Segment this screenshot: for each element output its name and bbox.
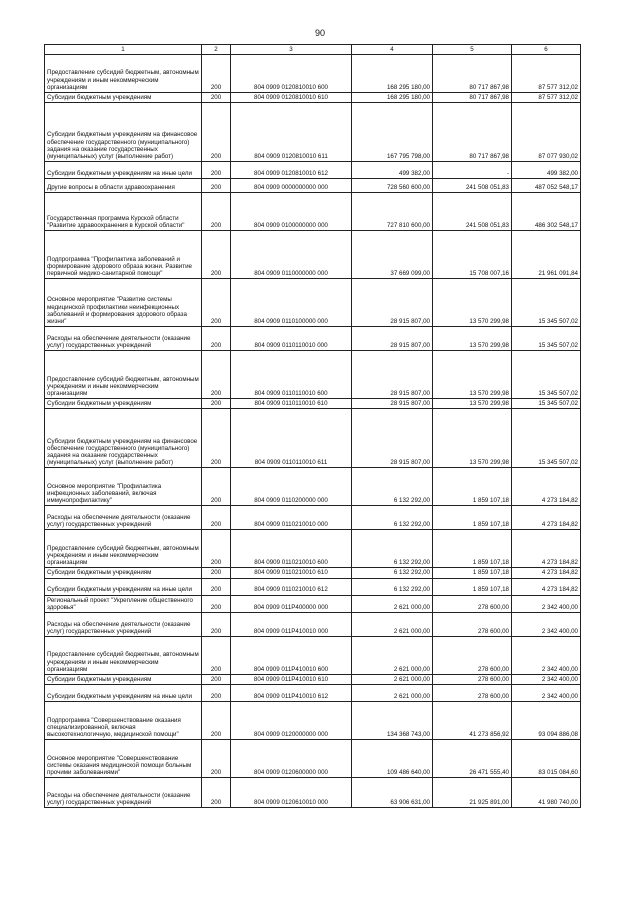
column-header-3: 3 — [231, 45, 352, 55]
row-value-col4: 2 621 000,00 — [352, 595, 433, 612]
row-value-col6: 15 345 507,02 — [512, 279, 581, 327]
page-number: 90 — [314, 28, 325, 38]
table-row — [45, 55, 581, 93]
row-value-col6: 487 052 548,17 — [512, 179, 581, 193]
row-code: 200 — [202, 778, 231, 808]
row-value-col4: 6 132 292,00 — [352, 530, 433, 568]
row-value-col5: 1 859 107,18 — [433, 578, 512, 595]
row-value-col4: 2 621 000,00 — [352, 685, 433, 702]
row-classifier: 804 0909 0120600000 000 — [231, 740, 352, 778]
row-classifier: 804 0909 011P400000 000 — [231, 595, 352, 612]
row-value-col6: 4 273 184,82 — [512, 568, 581, 578]
row-value-col6: 2 342 400,00 — [512, 595, 581, 612]
row-value-col6: 15 345 507,02 — [512, 327, 581, 351]
row-name: Подпрограмма "Профилактика заболеваний и формирование здорового образа жизни. Развитие первичной медико-санитарной помощи" — [45, 231, 202, 279]
row-classifier: 804 0909 0110100000 000 — [231, 279, 352, 327]
row-value-col5: 26 471 555,40 — [433, 740, 512, 778]
table-row — [45, 702, 581, 740]
row-value-col5: 80 717 867,98 — [433, 103, 512, 162]
row-classifier: 804 0909 0120000000 000 — [231, 702, 352, 740]
row-classifier: 804 0909 011P410010 610 — [231, 675, 352, 685]
row-value-col5: 80 717 867,98 — [433, 55, 512, 93]
row-value-col6: 93 094 886,08 — [512, 702, 581, 740]
row-name: Субсидии бюджетным учреждениям на иные цели — [45, 578, 202, 595]
row-classifier: 804 0909 0110110010 600 — [231, 351, 352, 399]
row-value-col4: 2 621 000,00 — [352, 637, 433, 675]
row-value-col6: 83 015 084,60 — [512, 740, 581, 778]
table-row — [45, 162, 581, 179]
table-row — [45, 351, 581, 399]
row-code: 200 — [202, 506, 231, 530]
row-name: Расходы на обеспечение деятельности (оказание услуг) государственных учреждений — [45, 778, 202, 808]
row-classifier: 804 0909 0120810010 612 — [231, 162, 352, 179]
table-row — [45, 740, 581, 778]
table-header-row — [45, 45, 581, 55]
row-value-col5: 278 600,00 — [433, 595, 512, 612]
table-row — [45, 578, 581, 595]
row-value-col4: 28 915 807,00 — [352, 409, 433, 468]
row-value-col4: 167 795 798,00 — [352, 103, 433, 162]
row-code: 200 — [202, 409, 231, 468]
row-code: 200 — [202, 93, 231, 103]
row-classifier: 804 0909 0110200000 000 — [231, 468, 352, 506]
row-classifier: 804 0909 0120810010 610 — [231, 93, 352, 103]
row-value-col4: 168 295 180,00 — [352, 55, 433, 93]
column-header-4: 4 — [352, 45, 433, 55]
row-name: Основное мероприятие "Развитие системы медицинской профилактики неинфекционных заболеваний и формирования здорового образа жизни" — [45, 279, 202, 327]
row-classifier: 804 0909 0000000000 000 — [231, 179, 352, 193]
row-classifier: 804 0909 0120610010 000 — [231, 778, 352, 808]
row-classifier: 804 0909 0110210010 600 — [231, 530, 352, 568]
row-name: Субсидии бюджетным учреждениям — [45, 399, 202, 409]
row-value-col6: 4 273 184,82 — [512, 506, 581, 530]
row-value-col5: 278 600,00 — [433, 675, 512, 685]
row-classifier: 804 0909 0110110010 000 — [231, 327, 352, 351]
row-value-col5: - — [433, 162, 512, 179]
table-row — [45, 637, 581, 675]
row-value-col5: 13 570 299,98 — [433, 409, 512, 468]
row-value-col6: 499 382,00 — [512, 162, 581, 179]
row-value-col6: 4 273 184,82 — [512, 468, 581, 506]
row-value-col5: 1 859 107,18 — [433, 530, 512, 568]
table-row — [45, 399, 581, 409]
table-row — [45, 613, 581, 637]
row-classifier: 804 0909 0120810010 611 — [231, 103, 352, 162]
table-row — [45, 231, 581, 279]
row-value-col6: 486 302 548,17 — [512, 193, 581, 231]
row-value-col4: 28 915 807,00 — [352, 279, 433, 327]
row-code: 200 — [202, 740, 231, 778]
row-value-col4: 6 132 292,00 — [352, 578, 433, 595]
row-value-col5: 13 570 299,98 — [433, 351, 512, 399]
row-value-col6: 2 342 400,00 — [512, 637, 581, 675]
row-value-col5: 13 570 299,98 — [433, 327, 512, 351]
row-code: 200 — [202, 595, 231, 612]
row-value-col5: 241 508 051,83 — [433, 193, 512, 231]
row-code: 200 — [202, 55, 231, 93]
row-code: 200 — [202, 327, 231, 351]
row-value-col4: 6 132 292,00 — [352, 468, 433, 506]
row-value-col5: 41 273 856,92 — [433, 702, 512, 740]
row-value-col5: 80 717 867,98 — [433, 93, 512, 103]
row-code: 200 — [202, 351, 231, 399]
row-value-col6: 15 345 507,02 — [512, 399, 581, 409]
row-value-col6: 4 273 184,82 — [512, 530, 581, 568]
row-classifier: 804 0909 011P410010 612 — [231, 685, 352, 702]
row-value-col4: 28 915 807,00 — [352, 327, 433, 351]
table-row — [45, 103, 581, 162]
row-value-col4: 28 915 807,00 — [352, 351, 433, 399]
table-row — [45, 327, 581, 351]
table-row — [45, 93, 581, 103]
row-classifier: 804 0909 0110210010 000 — [231, 506, 352, 530]
row-value-col4: 6 132 292,00 — [352, 506, 433, 530]
table-row — [45, 685, 581, 702]
table-body — [45, 55, 581, 808]
row-classifier: 804 0909 0110000000 000 — [231, 231, 352, 279]
row-code: 200 — [202, 179, 231, 193]
row-name: Основное мероприятие "Профилактика инфекционных заболеваний, включая иммунопрофилактику" — [45, 468, 202, 506]
row-code: 200 — [202, 613, 231, 637]
row-value-col5: 1 859 107,18 — [433, 568, 512, 578]
row-name: Другие вопросы в области здравоохранения — [45, 179, 202, 193]
row-name: Предоставление субсидий бюджетным, автономным учреждениям и иным некоммерческим организациям — [45, 351, 202, 399]
table-row — [45, 506, 581, 530]
row-value-col4: 2 621 000,00 — [352, 675, 433, 685]
row-value-col4: 168 295 180,00 — [352, 93, 433, 103]
column-header-2: 2 — [202, 45, 231, 55]
table-row — [45, 675, 581, 685]
row-value-col5: 15 708 007,16 — [433, 231, 512, 279]
row-value-col6: 87 077 930,02 — [512, 103, 581, 162]
row-classifier: 804 0909 0100000000 000 — [231, 193, 352, 231]
row-code: 200 — [202, 103, 231, 162]
row-name: Государственная программа Курской области "Развитие здравоохранения в Курской области" — [45, 193, 202, 231]
row-name: Субсидии бюджетным учреждениям — [45, 93, 202, 103]
table-row — [45, 468, 581, 506]
row-name: Субсидии бюджетным учреждениям на финансовое обеспечение государственного (муниципального) задания на оказание государственных (муниципальных) услуг (выполнение работ) — [45, 409, 202, 468]
row-value-col6: 2 342 400,00 — [512, 613, 581, 637]
column-header-5: 5 — [433, 45, 512, 55]
row-name: Субсидии бюджетным учреждениям — [45, 675, 202, 685]
budget-table — [44, 44, 581, 808]
row-value-col5: 278 600,00 — [433, 637, 512, 675]
row-classifier: 804 0909 0110110010 610 — [231, 399, 352, 409]
row-value-col5: 278 600,00 — [433, 613, 512, 637]
row-code: 200 — [202, 468, 231, 506]
row-name: Предоставление субсидий бюджетным, автономным учреждениям и иным некоммерческим организациям — [45, 530, 202, 568]
row-value-col4: 499 382,00 — [352, 162, 433, 179]
row-value-col6: 21 961 091,84 — [512, 231, 581, 279]
row-classifier: 804 0909 011P410010 000 — [231, 613, 352, 637]
row-value-col5: 1 859 107,18 — [433, 468, 512, 506]
table-row — [45, 778, 581, 808]
row-name: Субсидии бюджетным учреждениям — [45, 568, 202, 578]
row-name: Предоставление субсидий бюджетным, автономным учреждениям и иным некоммерческим организациям — [45, 55, 202, 93]
row-value-col6: 2 342 400,00 — [512, 675, 581, 685]
row-code: 200 — [202, 702, 231, 740]
row-code: 200 — [202, 685, 231, 702]
row-classifier: 804 0909 0120810010 600 — [231, 55, 352, 93]
row-value-col4: 109 486 640,00 — [352, 740, 433, 778]
row-code: 200 — [202, 231, 231, 279]
row-code: 200 — [202, 162, 231, 179]
table-row — [45, 595, 581, 612]
table-row — [45, 568, 581, 578]
row-name: Субсидии бюджетным учреждениям на иные цели — [45, 162, 202, 179]
row-classifier: 804 0909 011P410010 600 — [231, 637, 352, 675]
row-code: 200 — [202, 568, 231, 578]
column-header-6: 6 — [512, 45, 581, 55]
table-row — [45, 530, 581, 568]
row-value-col6: 15 345 507,02 — [512, 351, 581, 399]
row-value-col6: 15 345 507,02 — [512, 409, 581, 468]
row-name: Расходы на обеспечение деятельности (оказание услуг) государственных учреждений — [45, 506, 202, 530]
row-code: 200 — [202, 578, 231, 595]
row-name: Расходы на обеспечение деятельности (оказание услуг) государственных учреждений — [45, 327, 202, 351]
row-code: 200 — [202, 399, 231, 409]
row-code: 200 — [202, 530, 231, 568]
table-row — [45, 179, 581, 193]
row-value-col4: 2 621 000,00 — [352, 613, 433, 637]
row-value-col4: 728 560 600,00 — [352, 179, 433, 193]
row-name: Подпрограмма "Совершенствование оказания специализированной, включая высокотехнологичную, медицинской помощи" — [45, 702, 202, 740]
row-value-col6: 87 577 312,02 — [512, 55, 581, 93]
table-row — [45, 193, 581, 231]
column-header-1: 1 — [45, 45, 202, 55]
row-value-col4: 6 132 292,00 — [352, 568, 433, 578]
row-value-col4: 727 810 600,00 — [352, 193, 433, 231]
row-code: 200 — [202, 193, 231, 231]
row-classifier: 804 0909 0110210010 610 — [231, 568, 352, 578]
row-value-col5: 13 570 299,98 — [433, 399, 512, 409]
row-name: Предоставление субсидий бюджетным, автономным учреждениям и иным некоммерческим организациям — [45, 637, 202, 675]
row-name: Расходы на обеспечение деятельности (оказание услуг) государственных учреждений — [45, 613, 202, 637]
row-name: Субсидии бюджетным учреждениям на финансовое обеспечение государственного (муниципального) задания на оказание государственных (муниципальных) услуг (выполнение работ) — [45, 103, 202, 162]
row-value-col5: 21 925 891,00 — [433, 778, 512, 808]
row-value-col5: 13 570 299,98 — [433, 279, 512, 327]
row-name: Основное мероприятие "Совершенствование системы оказания медицинской помощи больным прочими заболеваниями" — [45, 740, 202, 778]
row-value-col6: 87 577 312,02 — [512, 93, 581, 103]
row-value-col4: 134 368 743,00 — [352, 702, 433, 740]
row-classifier: 804 0909 0110210010 612 — [231, 578, 352, 595]
table-row — [45, 279, 581, 327]
row-value-col5: 278 600,00 — [433, 685, 512, 702]
row-value-col6: 4 273 184,82 — [512, 578, 581, 595]
row-name: Субсидии бюджетным учреждениям на иные цели — [45, 685, 202, 702]
row-name: Региональный проект "Укрепление общественного здоровья" — [45, 595, 202, 612]
row-value-col4: 37 669 099,00 — [352, 231, 433, 279]
row-value-col4: 63 906 631,00 — [352, 778, 433, 808]
row-code: 200 — [202, 279, 231, 327]
row-value-col4: 28 915 807,00 — [352, 399, 433, 409]
row-code: 200 — [202, 637, 231, 675]
table-row — [45, 409, 581, 468]
row-value-col5: 241 508 051,83 — [433, 179, 512, 193]
row-value-col6: 41 980 740,00 — [512, 778, 581, 808]
row-value-col5: 1 859 107,18 — [433, 506, 512, 530]
row-classifier: 804 0909 0110110010 611 — [231, 409, 352, 468]
row-value-col6: 2 342 400,00 — [512, 685, 581, 702]
row-code: 200 — [202, 675, 231, 685]
